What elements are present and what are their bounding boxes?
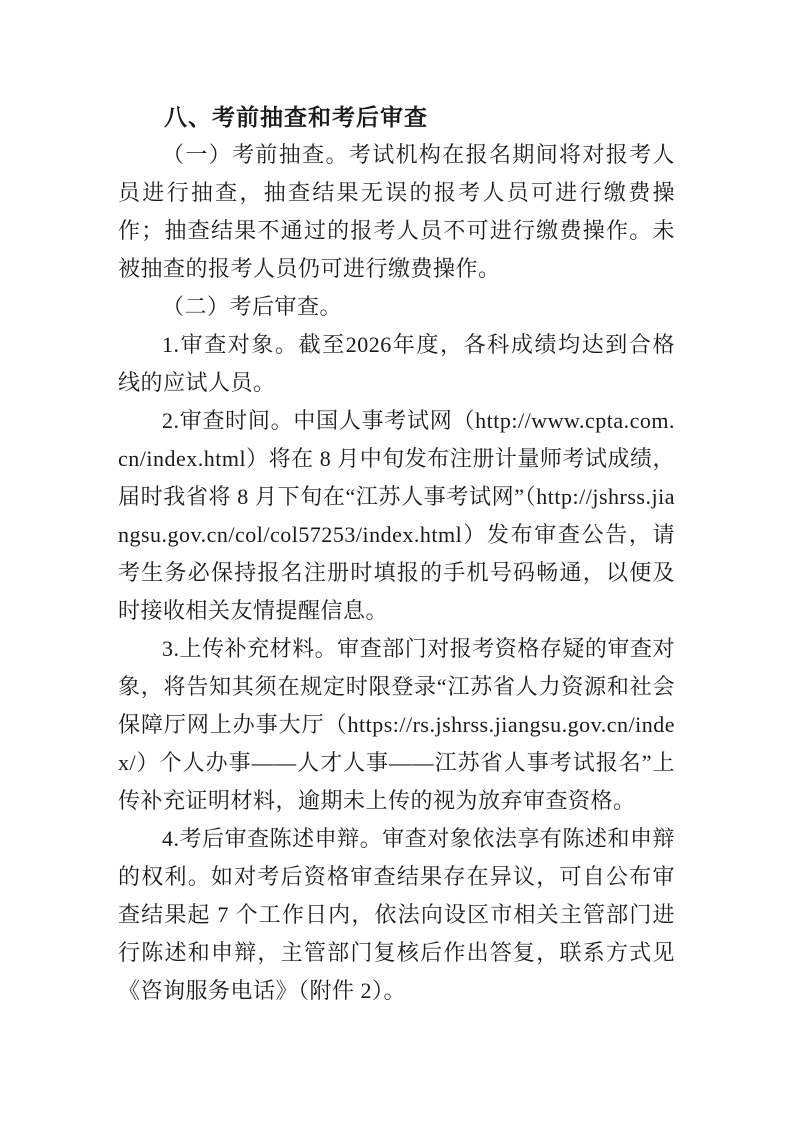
section-heading: 八、考前抽查和考后审查 [164, 104, 428, 130]
paragraph-review-subjects: 1.审查对象。截至2026年度，各科成绩均达到合格线的应试人员。 [118, 332, 675, 395]
paragraph-review-time: 2.审查时间。中国人事考试网（http://www.cpta.com.cn/index.html）将在 8 月中旬发布注册计量师考试成绩，届时我省将 8 月下旬在“江苏人事考试网”（http://jshrss.jiangsu.gov.cn/col/col57253/index.html）发布审查公告，请考生务必保持报名注册时填报的手机号码畅通，以便及时接收相关友情提醒信息。 [118, 408, 675, 623]
paragraph-statement-defense: 4.考后审查陈述申辩。审查对象依法享有陈述和申辩的权利。如对考后资格审查结果存在异议，可自公布审查结果起 7 个工作日内，依法向设区市相关主管部门进行陈述和申辩，主管部门复核后作出答复，联系方式见《咨询服务电话》（附件 2）。 [118, 826, 675, 1003]
paragraph-post-exam-review: （二）考后审查。 [162, 294, 343, 319]
paragraph-upload-materials: 3.上传补充材料。审查部门对报考资格存疑的审查对象，将告知其须在规定时限登录“江苏省人力资源和社会保障厅网上办事大厅（https://rs.jshrss.jiangsu.gov.cn/index/）个人办事——人才人事——江苏省人事考试报名”上传补充证明材料，逾期未上传的视为放弃审查资格。 [118, 636, 675, 813]
paragraph-pre-exam-check: （一）考前抽查。考试机构在报名期间将对报考人员进行抽查，抽查结果无误的报考人员可进行缴费操作；抽查结果不通过的报考人员不可进行缴费操作。未被抽查的报考人员仍可进行缴费操作。 [118, 142, 675, 281]
